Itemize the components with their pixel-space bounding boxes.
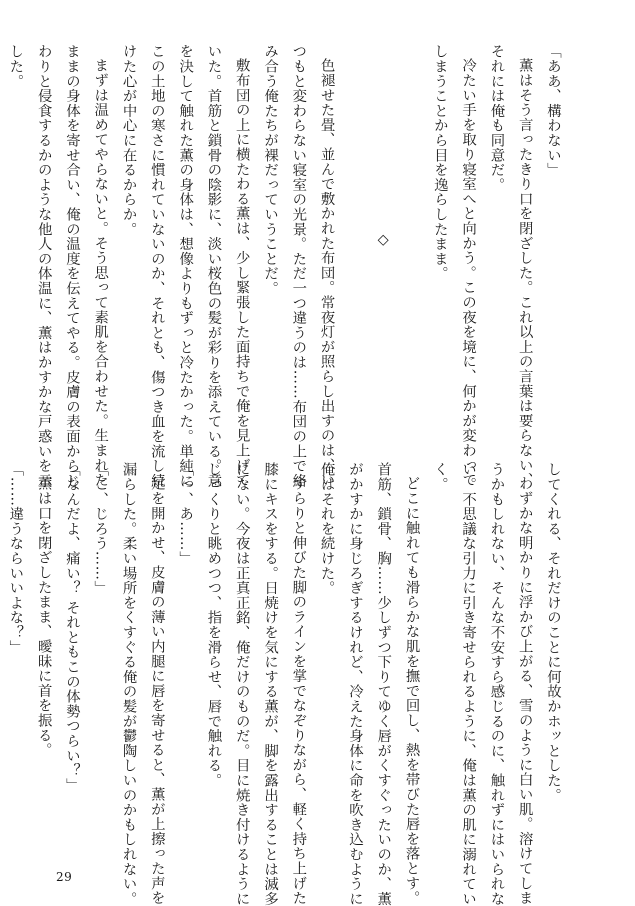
text-line: 「……違うならいいよな？」 (7, 462, 24, 655)
text-line: 膝にキスをする。日焼けを気にする薫が、脚を露出することは滅多 (262, 462, 279, 906)
text-line (0, 462, 1, 854)
text-line: 漏らした。柔い場所をくすぐる俺の髪が鬱陶しいのかもしれない。 (120, 462, 137, 906)
text-line: にない。今夜は正真正銘、俺だけのものだ。目に焼き付けるように (233, 462, 250, 906)
upper-text-tier (7, 44, 567, 488)
text-line: この土地の寒さに慣れていないのか、それとも、傷つき血を流し続 (148, 44, 165, 488)
text-line: い。不思議な引力に引き寄せられるように、俺は薫の肌に溺れてい (460, 462, 477, 906)
text-line: み合う俺たちが裸だっていうことだ。 (262, 44, 279, 296)
text-line: 「ああ、構わない」 (545, 44, 561, 178)
text-line (341, 44, 369, 436)
text-line: 冷たい手を取り寝室へと向かう。この夜を境に、何かが変わって (460, 58, 477, 488)
text-line (0, 44, 1, 436)
page-number: 29 (56, 870, 73, 884)
text-line: 敷布団の上に横たわる薫は、少し緊張した面持ちで俺を見上げて (233, 58, 250, 488)
text-line: 「っ、あ……」 (177, 462, 194, 566)
text-line: してくれる、それだけのことに何故かホッとした。 (545, 462, 561, 803)
text-line: まずは温めてやらないと。そう思って素肌を合わせた。生まれた (92, 58, 109, 488)
text-line: 首筋、鎖骨、胸……少しずつ下りてゆく唇がくすぐったいのか、薫 (375, 462, 392, 906)
text-line: けた心が中心に在るからか。 (120, 44, 137, 237)
text-line: 薫は口を閉ざしたまま、曖昧に首を振る。 (35, 476, 52, 758)
text-line: を決して触れた薫の身体は、想像よりもずっと冷たかった。単純に (177, 44, 194, 488)
text-line: 薫はそう言ったきり口を閉ざした。これ以上の言葉は要らない、 (516, 58, 533, 488)
text-line: く。 (431, 462, 448, 492)
text-line: うかもしれない、そんな不安すら感じるのに、触れずにはいられな (488, 462, 505, 906)
text-line: した。 (7, 44, 24, 89)
text-line: 俺はそれを続けた。 (318, 462, 335, 596)
text-line (397, 44, 425, 436)
section-break-mark: ◇ (375, 231, 392, 249)
text-line: わずかな明かりに浮かび上がる、雪のように白い肌。溶けてしま (516, 476, 533, 906)
text-line: ままの身体を寄せ合い、俺の温度を伝えてやる。皮膚の表面からじ (63, 44, 80, 488)
text-line: わりと侵食するかのような他人の体温に、薫はかすかな戸惑いを示 (35, 44, 52, 488)
text-line: 「なんだよ、痛い？ それともこの体勢つらい？」 (63, 462, 80, 793)
text-line: しまうことから目を逸らしたまま。 (431, 44, 448, 281)
text-line: 色褪せた畳、並んで敷かれた布団。常夜灯が照らし出すのは、い (318, 58, 335, 488)
text-line: いた。首筋と鎖骨の陰影に、淡い桜色の髪が彩りを添えている。意 (205, 44, 222, 488)
text-line: じっくりと眺めつつ、指を滑らせ、唇で触れる。 (205, 462, 222, 788)
text-line: すらりと伸びた脚のラインを掌でなぞりながら、軽く持ち上げた (290, 476, 307, 906)
text-line: 足を開かせ、皮膚の薄い内腿に唇を寄せると、薫が上擦った声を (148, 476, 165, 906)
text-line: つもと変わらない寝室の光景。ただ一つ違うのは……布団の上で絡 (290, 44, 307, 488)
text-line: どこに触れても滑らかな肌を撫で回し、熱を帯びた唇を落とす。 (403, 476, 420, 906)
text-line: がかすかに身じろぎするけれど、冷えた身体に命を吹き込むように (346, 462, 363, 906)
text-line: それには俺も同意だ。 (488, 44, 505, 192)
text-line: 「こ、じろう……」 (92, 462, 109, 596)
